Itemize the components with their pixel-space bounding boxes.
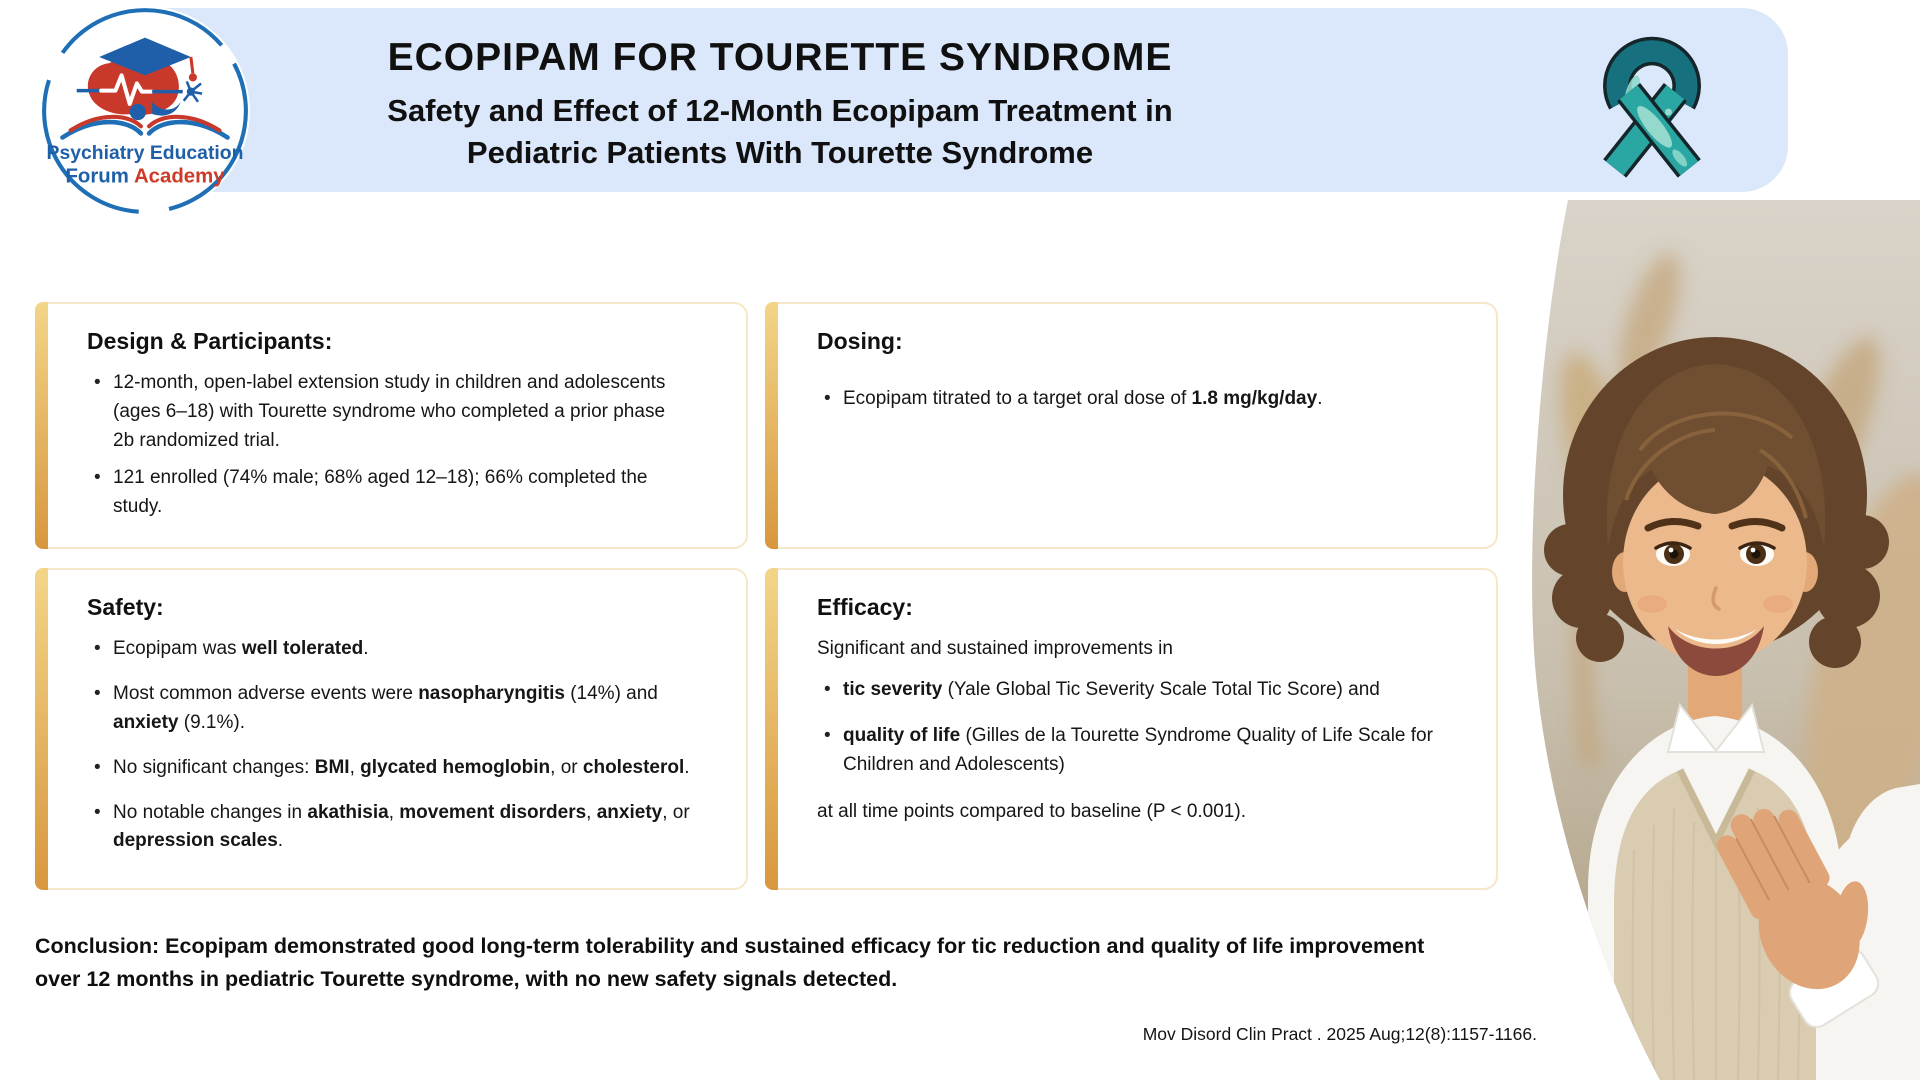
header-text-block <box>242 24 1318 173</box>
bullet-item <box>87 680 695 738</box>
text-run: akathisia <box>307 801 389 823</box>
text-run: (9.1%). <box>178 711 246 733</box>
text-run: BMI <box>314 756 350 778</box>
bullet-item <box>87 369 691 456</box>
bullet-item <box>87 635 695 664</box>
text-run: . <box>363 638 369 659</box>
conclusion-text: Conclusion: Ecopipam demonstrated good long-term tolerability and sustained efficacy for tic reduction and quality of life improvement over 12 months in pediatric Tourette syndrome, with no new safety signals detected. <box>35 934 1425 992</box>
bullet-item <box>817 722 1449 780</box>
card-accent-bar <box>765 302 778 549</box>
text-run: quality of life <box>843 725 961 747</box>
text-run: cholesterol <box>582 756 685 778</box>
text-run: (14%) and <box>564 682 658 704</box>
page-subtitle-line1: Safety and Effect of 12-Month Ecopipam Treatment in <box>387 93 1173 128</box>
text-run: anxiety <box>113 711 179 733</box>
bullet-list <box>817 385 1470 414</box>
text-run: Most common adverse events were <box>113 682 419 704</box>
text-run: No notable changes in <box>113 801 308 823</box>
card-intro-text: Significant and sustained improvements in <box>817 638 1173 659</box>
bullet-list <box>87 369 720 521</box>
page-subtitle <box>242 90 1318 173</box>
logo-text-line1: Psychiatry Education <box>46 141 244 164</box>
text-run: , or <box>662 801 690 823</box>
text-run: . <box>684 756 690 778</box>
text-run: tic severity <box>843 678 943 700</box>
header-banner <box>92 8 1788 192</box>
text-run: glycated hemoglobin <box>360 756 551 778</box>
ribbon-highlight <box>1665 109 1672 116</box>
page-subtitle-line2: Pediatric Patients With Tourette Syndrome <box>466 134 1094 170</box>
page-title: ECOPIPAM FOR TOURETTE SYNDROME <box>387 36 1173 79</box>
card-title: Design & Participants: <box>87 328 333 354</box>
bullet-item <box>87 799 695 857</box>
ribbon-svg <box>1574 28 1730 184</box>
card-title: Efficacy: <box>817 594 913 620</box>
text-run: . <box>1317 388 1323 409</box>
pef-academy-logo <box>38 4 252 218</box>
card-title: Dosing: <box>817 328 903 354</box>
child-portrait-svg <box>1530 200 1920 1080</box>
text-run: No significant changes: <box>113 756 315 778</box>
text-run: movement disorders <box>399 801 587 823</box>
text-run: Ecopipam was <box>113 638 242 659</box>
card-outro-text: at all time points compared to baseline (P < 0.001). <box>817 801 1246 823</box>
card-title: Safety: <box>87 594 164 620</box>
bullet-item <box>87 754 695 783</box>
logo-text-forum: Forum <box>65 165 129 188</box>
text-run: 121 enrolled (74% male; 68% aged 12–18); 66% completed the study. <box>113 466 648 517</box>
logo-text-line2 <box>65 165 225 187</box>
text-run: , <box>388 801 400 823</box>
logo-svg <box>38 4 252 218</box>
card-dosing <box>765 302 1498 549</box>
text-run: anxiety <box>596 801 663 823</box>
text-run: , or <box>550 756 583 778</box>
text-run: depression scales <box>113 830 278 852</box>
card-design-participants <box>35 302 748 549</box>
bullet-item <box>817 676 1449 705</box>
text-run: , <box>349 756 361 778</box>
text-run: 12-month, open-label extension study in children and adolescents (ages 6–18) with Tourette syndrome who completed a prior phase 2b randomized trial. <box>113 372 666 451</box>
bullet-item <box>817 385 1470 414</box>
card-efficacy <box>765 568 1498 890</box>
citation-text: Mov Disord Clin Pract . 2025 Aug;12(8):1157-1166. <box>1142 1024 1537 1044</box>
text-run: nasopharyngitis <box>418 682 565 704</box>
text-run: 1.8 mg/kg/day <box>1191 388 1318 409</box>
awareness-ribbon-icon <box>1574 28 1730 184</box>
text-run: Ecopipam titrated to a target oral dose of <box>843 388 1192 409</box>
bullet-list <box>817 676 1470 781</box>
card-accent-bar <box>765 568 778 890</box>
card-safety <box>35 568 748 890</box>
text-run: (Yale Global Tic Severity Scale Total Tic Score) and <box>942 678 1380 700</box>
child-portrait-photo <box>1530 200 1920 1080</box>
card-accent-bar <box>35 302 48 549</box>
text-run: . <box>277 830 284 852</box>
text-run: well tolerated <box>241 638 364 659</box>
text-run: , <box>586 801 597 823</box>
text-run: (Gilles de la Tourette Syndrome Quality of Life Scale for Children and Adolescents) <box>843 725 1433 776</box>
card-accent-bar <box>35 568 48 890</box>
bullet-list <box>87 635 720 856</box>
logo-text-academy: Academy <box>133 165 225 188</box>
bullet-item <box>87 464 691 522</box>
